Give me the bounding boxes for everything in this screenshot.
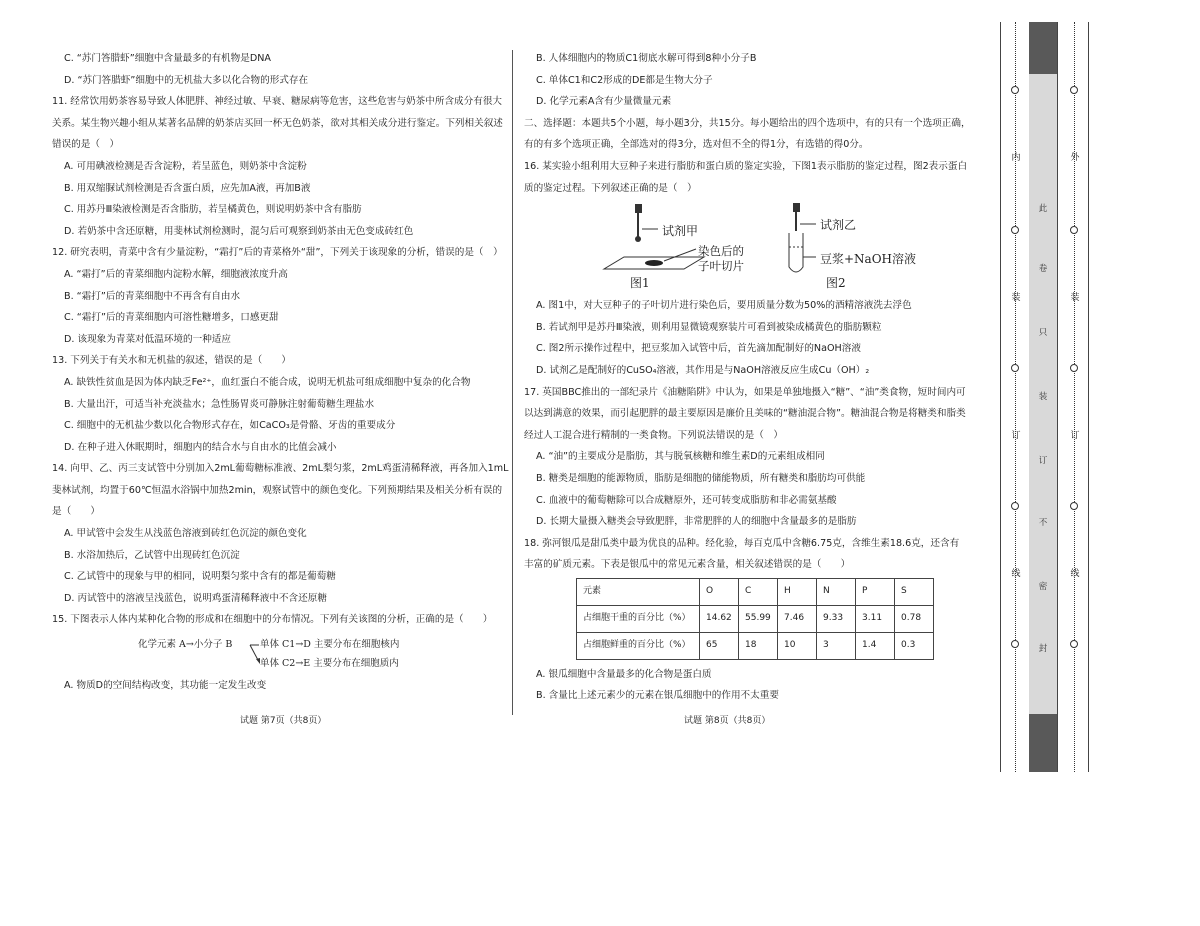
answer-option: C. 乙试管中的现象与甲的相同，说明梨匀浆中含有的都是葡萄糖	[64, 571, 336, 583]
fig15-top-text: 单体 C1→D 主要分布在细胞核内	[260, 639, 400, 651]
fig15-left-text: 化学元素 A→小分子 B	[138, 639, 233, 651]
table-row	[577, 605, 934, 632]
binding-notice-char: 卷	[1038, 264, 1048, 274]
answer-option: C. 血液中的葡萄糖除可以合成糖原外，还可转变成脂肪和非必需氨基酸	[536, 494, 837, 506]
answer-option: D. 化学元素A含有少量微量元素	[536, 96, 672, 108]
answer-option: D. 若奶茶中含还原糖，用斐林试剂检测时，混匀后可观察到奶茶由无色变成砖红色	[64, 225, 414, 237]
binding-notice-char: 装	[1038, 392, 1048, 402]
page-footer-left: 试题 第7页（共8页）	[240, 716, 327, 726]
table-cell: 10	[778, 632, 817, 659]
answer-option: B. “霜打”后的青菜细胞中不再含有自由水	[64, 290, 241, 302]
answer-option: B. 糖类是细胞的能源物质，脂肪是细胞的储能物质，所有糖类和脂肪均可供能	[536, 472, 866, 484]
binding-dark-block-bottom	[1029, 714, 1057, 772]
question-text: 二、选择题：本题共5个小题，每小题3分，共15分。每小题给出的四个选项中，有的只有一个选项正确，	[524, 117, 971, 129]
table-cell: 3	[817, 632, 856, 659]
answer-option: C. 细胞中的无机盐少数以化合物形式存在，如CaCO₃是骨骼、牙齿的重要成分	[64, 420, 396, 432]
binding-notice-char: 只	[1038, 328, 1048, 338]
question-text: 错误的是（ ）	[52, 139, 120, 151]
fig16-label-fig1: 图1	[630, 276, 650, 291]
answer-option: A. 银瓜细胞中含量最多的化合物是蛋白质	[536, 668, 712, 680]
table-cell: 7.46	[778, 605, 817, 632]
binding-notice-char: 订	[1038, 456, 1048, 466]
binding-outer-line-right	[1088, 22, 1089, 772]
binding-notice-char: 不	[1038, 518, 1048, 528]
binding-bar-border-right	[1057, 22, 1058, 772]
answer-option: D. “苏门答腊虾”细胞中的无机盐大多以化合物的形式存在	[64, 74, 309, 86]
table-cell: 占细胞鲜重的百分比（%）	[577, 632, 700, 659]
binding-notice-char: 封	[1038, 644, 1048, 654]
fig15-bottom-text: 单体 C2→E 主要分布在细胞质内	[260, 658, 399, 670]
page-footer-right: 试题 第8页（共8页）	[684, 716, 771, 726]
binding-dotted-line-outer	[1074, 22, 1076, 772]
question-text: 13. 下列关于有关水和无机盐的叙述，错误的是（ ）	[52, 355, 291, 367]
binding-margin	[998, 22, 1091, 772]
question-text: 丰富的矿质元素。下表是银瓜中的常见元素含量，相关叙述错误的是（ ）	[524, 559, 851, 571]
binding-outer-char: 装	[1070, 293, 1080, 303]
binding-dark-block-top	[1029, 22, 1057, 74]
binding-hole-circle	[1070, 226, 1078, 234]
answer-option: C. 单体C1和C2形成的DE都是生物大分子	[536, 74, 713, 86]
question-text: 15. 下图表示人体内某种化合物的形成和在细胞中的分布情况。下列有关该图的分析，正确的是（ ）	[52, 614, 493, 626]
question-text: 12. 研究表明，青菜中含有少量淀粉，“霜打”后的青菜格外“甜”，下列关于该现象的分析，错误的是（ ）	[52, 247, 503, 259]
answer-option: A. “油”的主要成分是脂肪，其与脱氧核糖和维生素D的元素组成相同	[536, 451, 825, 463]
question-text: 14. 向甲、乙、丙三支试管中分别加入2mL葡萄糖标准液、2mL梨匀浆，2mL鸡蛋清稀释液，再各加入1mL	[52, 463, 509, 475]
binding-outer-char: 外	[1070, 153, 1080, 163]
answer-option: A. 缺铁性贫血是因为体内缺乏Fe²⁺，血红蛋白不能合成，说明无机盐可组成细胞中复杂的化合物	[64, 376, 471, 388]
fig16-drawing	[524, 199, 982, 295]
table-header-cell: 元素	[577, 578, 700, 605]
fig16-slide-label-2: 子叶切片	[698, 259, 744, 274]
table-cell: 18	[739, 632, 778, 659]
question-text: 16. 某实验小组利用大豆种子来进行脂肪和蛋白质的鉴定实验，下图1表示脂肪的鉴定过程，图2表示蛋白	[524, 160, 968, 172]
binding-dotted-line-inner	[1015, 22, 1017, 772]
element-content-table	[576, 578, 934, 660]
binding-hole-circle	[1011, 502, 1019, 510]
question-text: 质的鉴定过程。下列叙述正确的是（ ）	[524, 182, 697, 194]
table-cell: 0.78	[895, 605, 934, 632]
table-cell: 9.33	[817, 605, 856, 632]
binding-hole-circle	[1070, 364, 1078, 372]
binding-hole-circle	[1011, 86, 1019, 94]
answer-option: C. “霜打”后的青菜细胞内可溶性糖增多，口感更甜	[64, 312, 279, 324]
table-header-cell: O	[700, 578, 739, 605]
table-header-cell: N	[817, 578, 856, 605]
answer-option: A. 甲试管中会发生从浅蓝色溶液到砖红色沉淀的颜色变化	[64, 528, 307, 540]
answer-option: B. 用双缩脲试剂检测是否含蛋白质，应先加A液，再加B液	[64, 182, 311, 194]
binding-inner-char: 订	[1011, 431, 1021, 441]
table-cell: 55.99	[739, 605, 778, 632]
table-header-cell: H	[778, 578, 817, 605]
fig16-slide-label-1: 染色后的	[698, 244, 744, 259]
binding-inner-char: 内	[1011, 153, 1021, 163]
answer-option: D. 在种子进入休眠期时，细胞内的结合水与自由水的比值会减小	[64, 441, 337, 453]
binding-hole-circle	[1011, 640, 1019, 648]
table-cell: 65	[700, 632, 739, 659]
figure-16-diagram	[524, 199, 982, 295]
answer-option: D. 该现象为青菜对低温环境的一种适应	[64, 333, 231, 345]
answer-option: B. 水浴加热后，乙试管中出现砖红色沉淀	[64, 549, 240, 561]
answer-option: B. 若试剂甲是苏丹Ⅲ染液，则利用显微镜观察装片可看到被染成橘黄色的脂肪颗粒	[536, 321, 882, 333]
answer-option: B. 含量比上述元素少的元素在银瓜细胞中的作用不太重要	[536, 690, 779, 702]
figure-15-diagram	[52, 631, 504, 675]
table-cell: 1.4	[856, 632, 895, 659]
fig16-label-fig2: 图2	[826, 276, 846, 291]
fig16-reagent-b: 试剂乙	[820, 218, 857, 233]
table-cell: 0.3	[895, 632, 934, 659]
question-text: 关系。某生物兴趣小组从某著名品牌的奶茶店买回一杯无色奶茶，欲对其相关成分进行鉴定。下列相关叙述	[52, 117, 503, 129]
fig16-reagent-a: 试剂甲	[662, 224, 699, 239]
table-cell: 3.11	[856, 605, 895, 632]
binding-inner-char: 装	[1011, 293, 1021, 303]
binding-notice-char: 此	[1038, 204, 1048, 214]
question-text: 经过人工混合进行精制的一类食物。下列说法错误的是（ ）	[524, 429, 784, 441]
binding-outer-char: 线	[1070, 569, 1080, 579]
answer-option: B. 大量出汗，可适当补充淡盐水；急性肠胃炎可静脉注射葡萄糖生理盐水	[64, 398, 375, 410]
binding-hole-circle	[1011, 226, 1019, 234]
right-column	[524, 48, 982, 707]
binding-outer-line-left	[1000, 22, 1001, 772]
table-header-cell: C	[739, 578, 778, 605]
answer-option: D. 试剂乙是配制好的CuSO₄溶液，其作用是与NaOH溶液反应生成Cu（OH）₂	[536, 364, 870, 376]
table-cell: 14.62	[700, 605, 739, 632]
question-text: 斐林试剂，均置于60℃恒温水浴锅中加热2min，观察试管中的颜色变化。下列预期结果及相关分析有误的	[52, 484, 503, 496]
binding-hole-circle	[1070, 86, 1078, 94]
answer-option: A. 物质D的空间结构改变，其功能一定发生改变	[64, 680, 267, 692]
answer-option: B. 人体细胞内的物质C1彻底水解可得到8种小分子B	[536, 53, 757, 64]
answer-option: D. 丙试管中的溶液呈浅蓝色，说明鸡蛋清稀释液中不含还原糖	[64, 592, 327, 604]
answer-option: C. 图2所示操作过程中，把豆浆加入试管中后，首先滴加配制好的NaOH溶液	[536, 343, 861, 355]
binding-inner-char: 线	[1011, 569, 1021, 579]
question-text: 以达到满意的效果，而引起肥胖的最主要原因是廉价且美味的“糖油混合物”。糖油混合物是将糖类和脂类	[524, 408, 966, 420]
table-cell: 占细胞干重的百分比（%）	[577, 605, 700, 632]
answer-option: D. 长期大量摄入糖类会导致肥胖，非常肥胖的人的细胞中含量最多的是脂肪	[536, 516, 857, 528]
answer-option: A. “霜打”后的青菜细胞内淀粉水解，细胞液浓度升高	[64, 268, 288, 280]
binding-notice-char: 密	[1038, 582, 1048, 592]
question-text: 11. 经常饮用奶茶容易导致人体肥胖、神经过敏、早衰、糖尿病等危害，这些危害与奶茶中所含成分有很大	[52, 96, 503, 108]
binding-outer-char: 订	[1070, 431, 1080, 441]
binding-hole-circle	[1011, 364, 1019, 372]
question-text: 是（ ）	[52, 506, 100, 518]
binding-hole-circle	[1070, 502, 1078, 510]
fig16-tube-label: 豆浆+NaOH溶液	[820, 252, 917, 267]
answer-option: C. “苏门答腊虾”细胞中含量最多的有机物是DNA	[64, 53, 271, 64]
question-text: 有的有多个选项正确，全部选对的得3分，选对但不全的得1分，有选错的得0分。	[524, 139, 869, 151]
table-header-cell: P	[856, 578, 895, 605]
answer-option: A. 可用碘液检测是否含淀粉，若呈蓝色，则奶茶中含淀粉	[64, 160, 307, 172]
table-header-cell: S	[895, 578, 934, 605]
answer-option: A. 图1中，对大豆种子的子叶切片进行染色后，要用质量分数为50%的酒精溶液洗去浮色	[536, 300, 912, 312]
answer-option: C. 用苏丹Ⅲ染液检测是否含脂肪，若呈橘黄色，则说明奶茶中含有脂肪	[64, 204, 362, 216]
question-text: 17. 英国BBC推出的一部纪录片《油糖陷阱》中认为，如果是单独地摄入“糖”、“油”类食物，短时间内可	[524, 386, 966, 398]
question-text: 18. 弥河银瓜是甜瓜类中最为优良的品种。经化验，每百克瓜中含糖6.75克，含维生素18.6克，还含有	[524, 537, 960, 549]
binding-hole-circle	[1070, 640, 1078, 648]
table-row	[577, 632, 934, 659]
fig15-arrows	[248, 639, 278, 669]
column-divider	[512, 50, 513, 715]
left-column	[52, 48, 509, 697]
table-header-row	[577, 578, 934, 605]
